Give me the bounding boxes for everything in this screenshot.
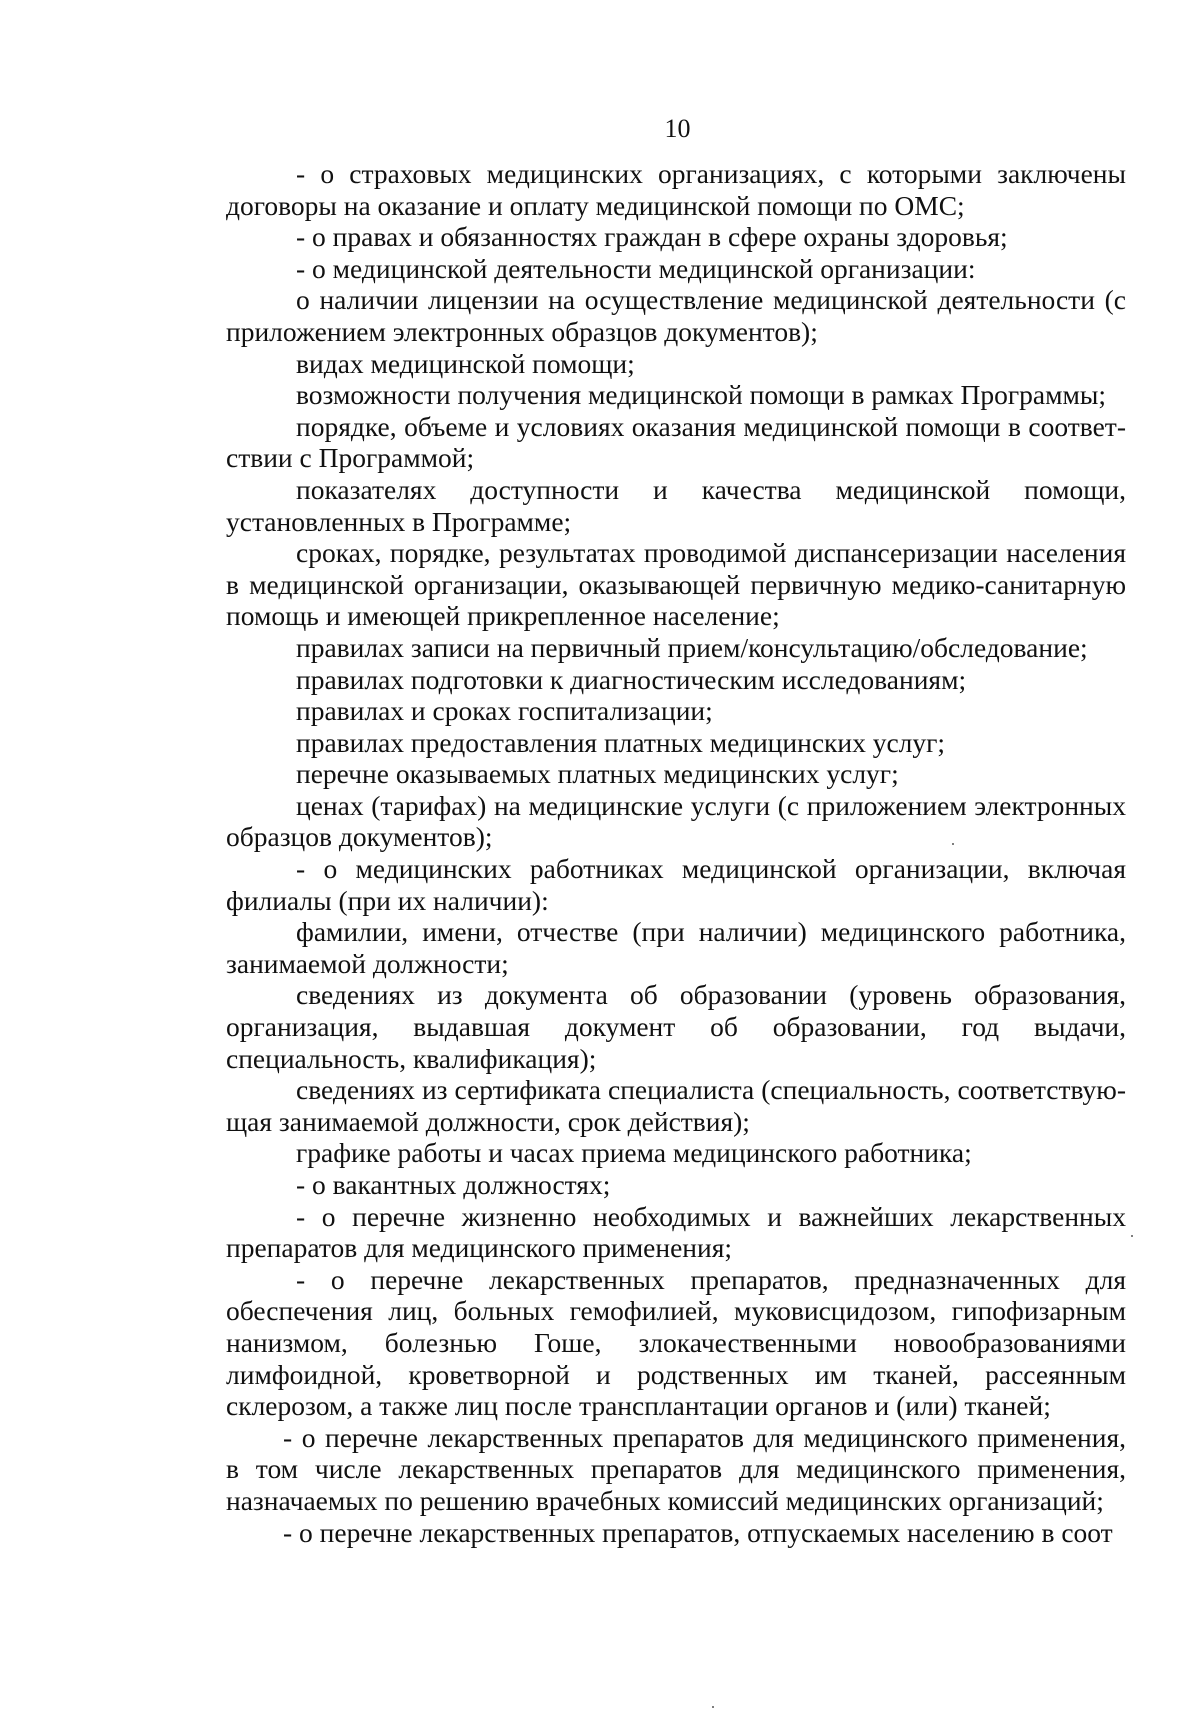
paragraph: возможности получения медицинской помощи в рамках Программы; xyxy=(296,379,1107,411)
document-body xyxy=(226,158,1126,1548)
paragraph: фамилии, имени, отчестве (при наличии) медицинского работника, занимаемой должности; xyxy=(226,916,1126,979)
scan-speck xyxy=(1131,1235,1133,1237)
paragraph: - о медицинских работниках медицинской организации, включая филиалы (при их наличии): xyxy=(226,853,1126,916)
paragraph: правилах записи на первичный прием/консультацию/обследование; xyxy=(296,631,1088,663)
paragraph: показателях доступности и качества медицинской помощи, установленных в Программе; xyxy=(226,473,1126,537)
paragraph: о наличии лицензии на осуществление медицинской деятельности (с приложением электронных образцов документов); xyxy=(226,284,1126,347)
paragraph: правилах подготовки к диагностическим исследованиям; xyxy=(296,663,967,695)
paragraph: сведениях из документа об образовании (уровень образования, организация, выдавшая документ об образовании, год выдачи, специальность, квалификация); xyxy=(226,979,1126,1074)
paragraph: - о перечне лекарственных препаратов, отпускаемых населению в соот xyxy=(283,1516,1113,1548)
scan-speck xyxy=(712,1706,714,1708)
scan-speck xyxy=(952,843,954,845)
paragraph: - о вакантных должностях; xyxy=(296,1169,611,1200)
paragraph: - о страховых медицинских организациях, с которыми заключены договоры на оказание и оплату медицинской помощи по ОМС; xyxy=(226,158,1126,221)
paragraph: - о перечне лекарственных препаратов, предназначенных для обеспечения лиц, больных гемофилией, муковисцидозом, гипофизарным нанизмом, болезнью Гоше, злокачественными новообразованиями лимфоидной, кроветворной и родственных им тканей, рассеянным склерозом, а также лиц после трансплантации органов и (или) тканей; xyxy=(226,1263,1126,1422)
paragraph: ценах (тарифах) на медицинские услуги (с приложением электронных образцов документов); xyxy=(226,789,1126,853)
paragraph: - о медицинской деятельности медицинской организации: xyxy=(296,252,976,284)
paragraph: - о перечне жизненно необходимых и важнейших лекарственных препаратов для медицинского применения; xyxy=(226,1200,1126,1264)
paragraph: графике работы и часах приема медицинского работника; xyxy=(296,1137,972,1169)
paragraph: правилах и сроках госпитализации; xyxy=(296,695,713,727)
paragraph: перечне оказываемых платных медицинских услуг; xyxy=(296,758,899,790)
paragraph: порядке, объеме и условиях оказания медицинской помощи в соответствии с Программой; xyxy=(226,410,1126,474)
paragraph: - о правах и обязанностях граждан в сфере охраны здоровья; xyxy=(296,221,1008,253)
paragraph: видах медицинской помощи; xyxy=(296,347,635,379)
paragraph: правилах предоставления платных медицинских услуг; xyxy=(296,726,946,758)
paragraph: сроках, порядке, результатах проводимой диспансеризации населения в медицинской организации, оказывающей первичную медико-санитарную помощь и имеющей прикрепленное население; xyxy=(226,537,1126,632)
paragraph: - о перечне лекарственных препаратов для медицинского применения, в том числе лекарственных препаратов для медицинского применения, назначаемых по решению врачебных комиссий медицинских организаций; xyxy=(226,1421,1126,1516)
page-number: 10 xyxy=(664,114,691,143)
paragraph: сведениях из сертификата специалиста (специальность, соответствующая занимаемой должности, срок действия); xyxy=(226,1074,1126,1137)
